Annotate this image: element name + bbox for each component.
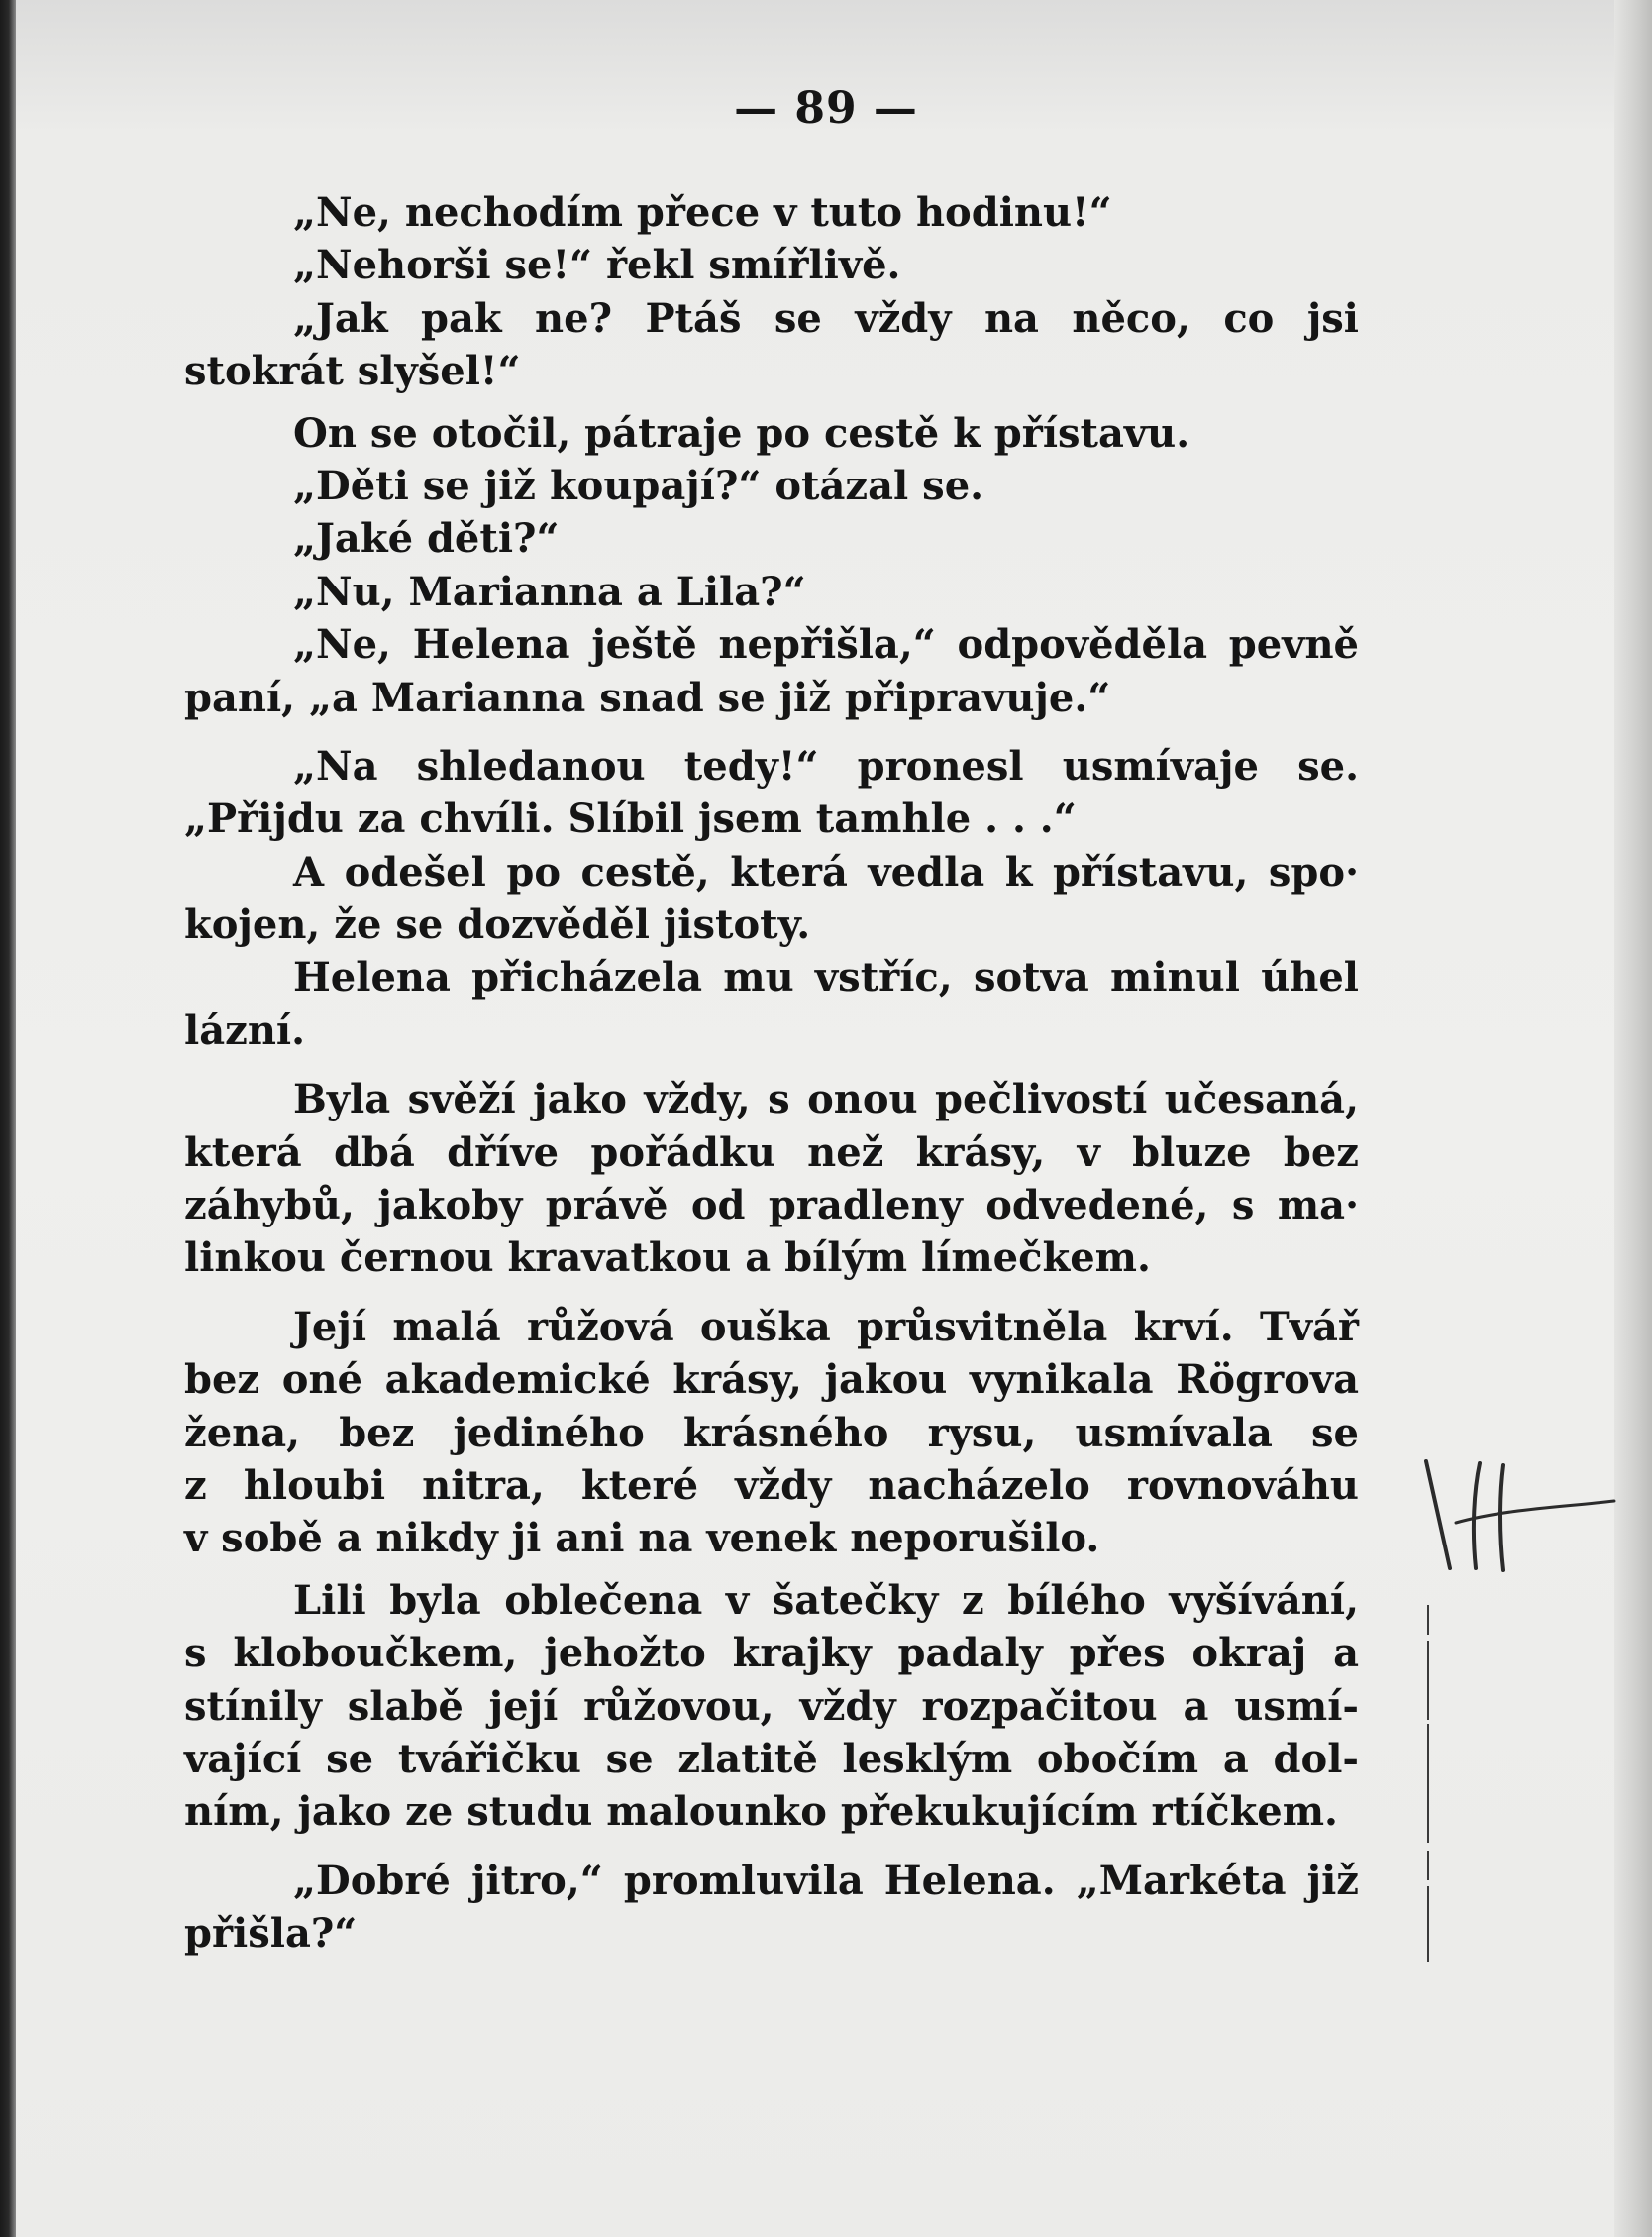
text-line: žena, bez jediného krásného rysu, usmívala se [184, 1409, 1359, 1456]
text-line: Její malá růžová ouška průsvitněla krví. Tvář [293, 1303, 1359, 1350]
text-line: „Ne, Helena ještě nepřišla,“ odpověděla pevně [293, 621, 1359, 669]
book-binding-edge [0, 0, 16, 2237]
text-line: přišla?“ [184, 1910, 358, 1958]
text-line: v sobě a nikdy ji ani na venek neporušilo. [184, 1515, 1100, 1562]
page-shadow-edge [1614, 0, 1652, 2237]
text-line: „Nu, Marianna a Lila?“ [293, 568, 806, 615]
text-line: „Přijdu za chvíli. Slíbil jsem tamhle . . .“ [184, 796, 1077, 843]
text-line: stínily slabě její růžovou, vždy rozpačitou a usmí- [184, 1682, 1359, 1730]
text-line: která dbá dříve pořádku než krásy, v bluze bez [184, 1128, 1359, 1176]
text-line: On se otočil, pátraje po cestě k přístavu. [293, 409, 1190, 457]
pencil-margin-line [1426, 1605, 1430, 1962]
text-line: záhybů, jakoby právě od pradleny odvedené, s ma· [184, 1182, 1359, 1229]
text-line: „Ne, nechodím přece v tuto hodinu!“ [293, 189, 1112, 236]
text-line: Helena přicházela mu vstříc, sotva minul úhel [293, 954, 1359, 1002]
text-line: stokrát slyšel!“ [184, 348, 521, 395]
text-line: z hloubi nitra, které vždy nacházelo rovnováhu [184, 1461, 1359, 1509]
text-line: paní, „a Marianna snad se již připravuje.“ [184, 674, 1111, 721]
body-text [184, 186, 1359, 1961]
text-line: kojen, že se dozvěděl jistoty. [184, 902, 811, 949]
text-line: Byla svěží jako vždy, s onou pečlivostí učesaná, [293, 1076, 1359, 1123]
text-line: „Děti se již koupají?“ otázal se. [293, 462, 984, 509]
text-line: „Jak pak ne? Ptáš se vždy na něco, co jsi [293, 294, 1359, 342]
text-line: Lili byla oblečena v šatečky z bílého vyšívání, [293, 1576, 1359, 1624]
text-line: „Na shledanou tedy!“ pronesl usmívaje se. [293, 742, 1359, 790]
text-line: bez oné akademické krásy, jakou vynikala Rögrova [184, 1356, 1359, 1404]
text-line: A odešel po cestě, která vedla k přístavu, spo· [293, 848, 1359, 896]
text-line: linkou černou kravatkou a bílým límečkem. [184, 1234, 1151, 1282]
handwritten-margin-mark [1416, 1451, 1624, 1590]
text-line: „Jaké děti?“ [293, 515, 560, 563]
page-number: — 89 — [734, 83, 918, 134]
text-line: s kloboučkem, jehožto krajky padaly přes okraj a [184, 1630, 1359, 1677]
text-line: „Dobré jitro,“ promluvila Helena. „Markéta již [293, 1857, 1359, 1904]
text-line: lázní. [184, 1007, 306, 1054]
text-line: ním, jako ze studu malounko překukujícím rtíčkem. [184, 1788, 1338, 1836]
text-line: vající se tvářičku se zlatitě lesklým obočím a dol- [184, 1735, 1359, 1782]
text-line: „Nehorši se!“ řekl smířlivě. [293, 242, 901, 289]
